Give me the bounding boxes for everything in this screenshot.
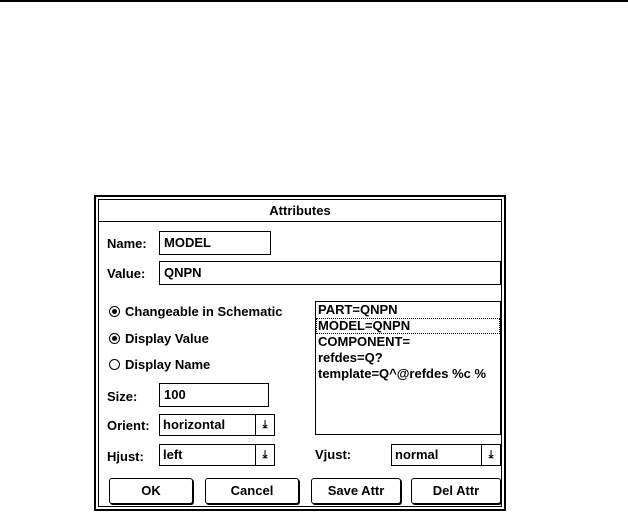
radio-label: Changeable in Schematic bbox=[125, 304, 283, 319]
orient-value: horizontal bbox=[163, 417, 226, 432]
radio-label: Display Value bbox=[125, 331, 209, 346]
radio-unselected-icon bbox=[109, 359, 120, 370]
dialog-frame bbox=[98, 199, 502, 507]
radio-changeable-in-schematic[interactable] bbox=[109, 304, 283, 319]
size-input[interactable]: 100 bbox=[159, 383, 269, 407]
list-item[interactable]: template=Q^@refdes %c % bbox=[318, 366, 487, 381]
size-label: Size: bbox=[107, 389, 138, 404]
list-item[interactable]: MODEL=QNPN bbox=[316, 318, 500, 334]
save-attr-button[interactable]: Save Attr bbox=[311, 478, 401, 504]
attribute-list[interactable] bbox=[315, 301, 501, 435]
del-attr-button[interactable]: Del Attr bbox=[411, 478, 501, 504]
orient-select[interactable] bbox=[159, 414, 275, 436]
dropdown-arrow-icon[interactable]: ⤓ bbox=[481, 445, 500, 465]
radio-display-value[interactable] bbox=[109, 331, 209, 346]
hjust-label: Hjust: bbox=[107, 449, 144, 464]
name-input[interactable]: MODEL bbox=[159, 231, 271, 255]
radio-label: Display Name bbox=[125, 357, 211, 372]
attributes-dialog bbox=[94, 195, 506, 511]
orient-label: Orient: bbox=[107, 418, 150, 433]
ok-button[interactable]: OK bbox=[109, 478, 193, 504]
dialog-title: Attributes bbox=[99, 200, 501, 222]
vjust-label: Vjust: bbox=[315, 447, 352, 462]
radio-display-name[interactable] bbox=[109, 357, 210, 372]
radio-selected-icon bbox=[109, 333, 120, 344]
name-label: Name: bbox=[107, 236, 147, 251]
list-item[interactable]: COMPONENT= bbox=[318, 334, 411, 349]
cancel-button[interactable]: Cancel bbox=[205, 478, 299, 504]
vjust-select[interactable] bbox=[391, 444, 501, 466]
dropdown-arrow-icon[interactable]: ⤓ bbox=[255, 445, 274, 465]
value-input[interactable]: QNPN bbox=[159, 261, 501, 285]
radio-selected-icon bbox=[109, 306, 120, 317]
vjust-value: normal bbox=[395, 447, 439, 462]
hjust-select[interactable] bbox=[159, 444, 275, 466]
list-item[interactable]: refdes=Q? bbox=[318, 350, 383, 365]
hjust-value: left bbox=[163, 447, 183, 462]
value-label: Value: bbox=[107, 266, 146, 281]
dropdown-arrow-icon[interactable]: ⤓ bbox=[255, 415, 274, 435]
top-divider bbox=[0, 0, 628, 2]
list-item[interactable]: PART=QNPN bbox=[318, 302, 398, 317]
